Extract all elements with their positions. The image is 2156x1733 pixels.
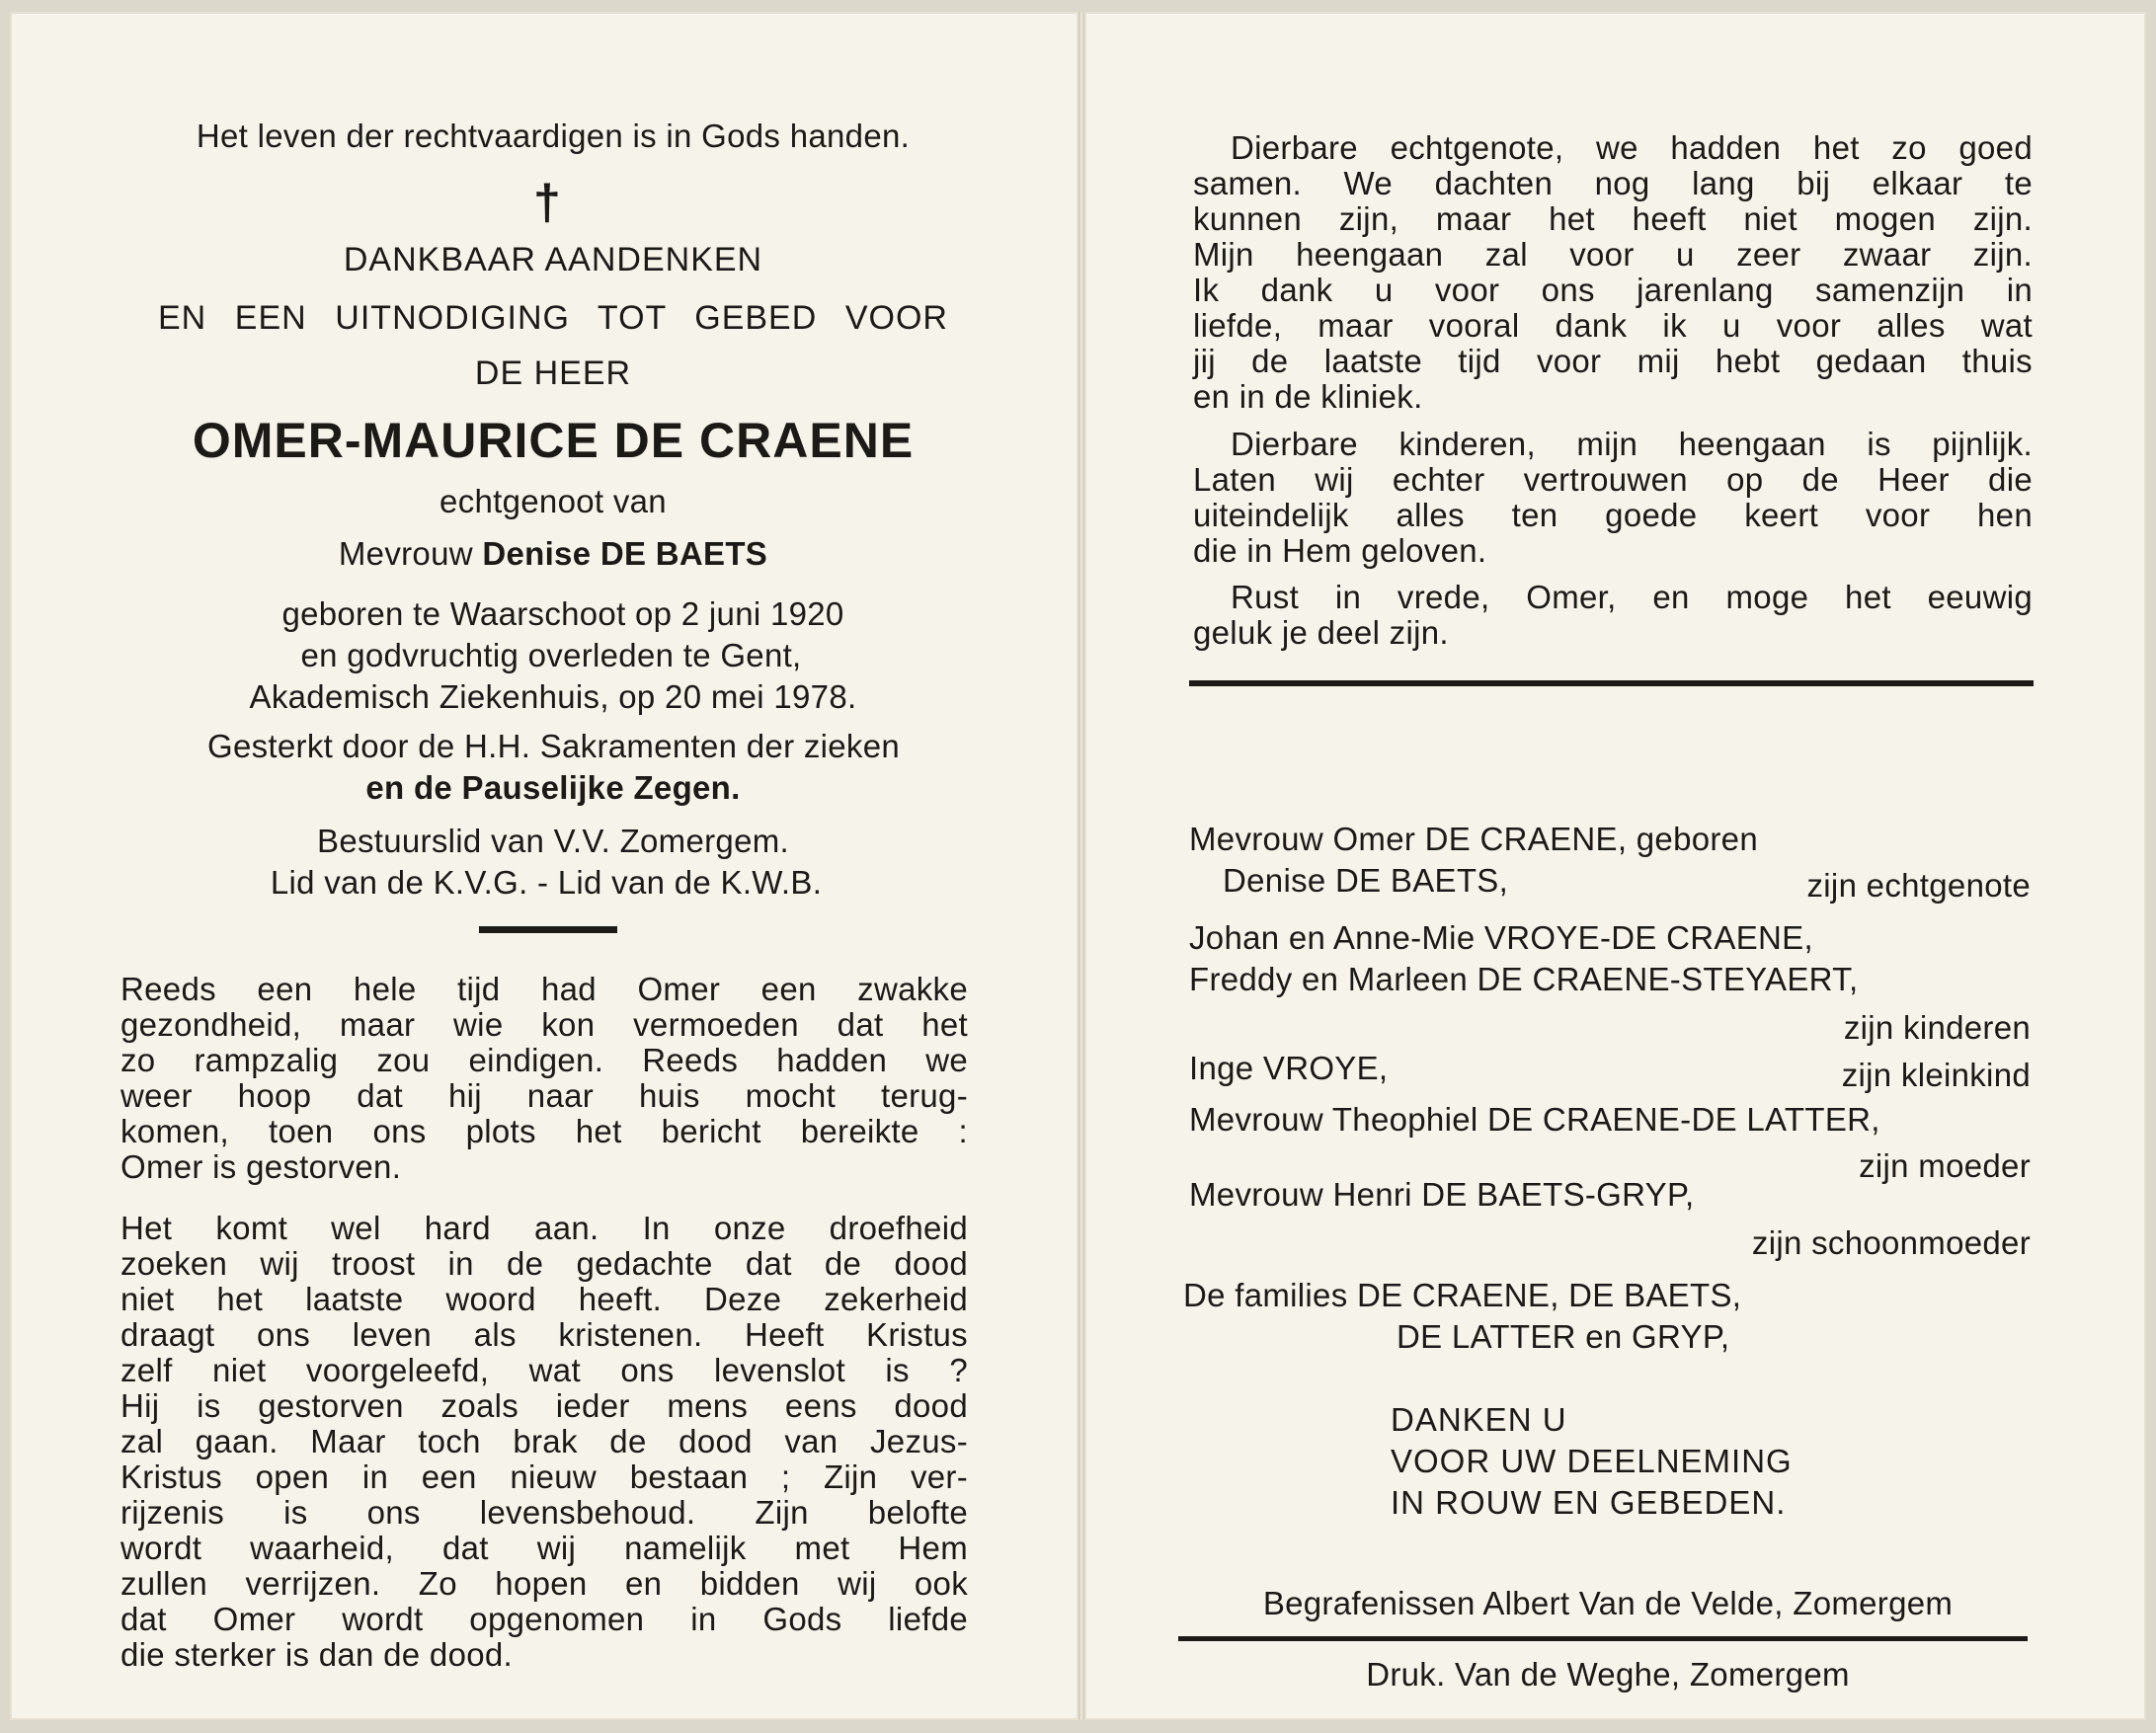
right-page bbox=[1084, 12, 2146, 1720]
heading-invitation: EN EEN UITNODIGING TOT GEBED VOOR bbox=[158, 299, 948, 337]
paragraph-children bbox=[1193, 427, 2033, 569]
text-line: en in de kliniek. bbox=[1193, 378, 1423, 415]
printer-credit: Druk. Van de Weghe, Zomergem bbox=[1366, 1656, 1850, 1693]
divider bbox=[479, 926, 617, 933]
text-line: geluk je deel zijn. bbox=[1193, 614, 1449, 651]
text-line: zal gaan. Maar toch brak de dood van Jezus- bbox=[120, 1423, 968, 1459]
sacraments: Gesterkt door de H.H. Sakramenten der zieken bbox=[206, 728, 901, 764]
birth-info: geboren te Waarschoot op 2 juni 1920 bbox=[281, 595, 844, 632]
text-line: jij de laatste tijd voor mij hebt gedaan thuis bbox=[1193, 343, 2033, 379]
deceased-name: OMER-MAURICE DE CRAENE bbox=[192, 413, 915, 468]
membership-2: Lid van de K.V.G. - Lid van de K.W.B. bbox=[270, 864, 823, 901]
text-line: zelf niet voorgeleefd, wat ons levenslot is ? bbox=[120, 1352, 968, 1388]
papal-blessing: en de Pauselijke Zegen. bbox=[365, 769, 741, 806]
widow-relation: zijn echtgenote bbox=[1806, 867, 2031, 904]
text-line: samen. We dachten nog lang bij elkaar te bbox=[1193, 165, 2033, 201]
death-place: Akademisch Ziekenhuis, op 20 mei 1978. bbox=[249, 678, 857, 715]
children-relation: zijn kinderen bbox=[1843, 1009, 2031, 1046]
cross-icon: † bbox=[533, 175, 561, 230]
divider bbox=[1178, 1636, 2028, 1641]
spouse-prefix: Mevrouw bbox=[338, 535, 473, 572]
grandchild-relation: zijn kleinkind bbox=[1841, 1057, 2031, 1093]
text-line: Dierbare echtgenote, we hadden het zo goed bbox=[1231, 129, 2033, 166]
text-line: niet het laatste woord heeft. Deze zekerheid bbox=[120, 1281, 968, 1317]
text-line: Reeds een hele tijd had Omer een zwakke bbox=[120, 971, 968, 1007]
heading-title: DE HEER bbox=[474, 354, 632, 392]
mother-in-law-name: Mevrouw Henri DE BAETS-GRYP, bbox=[1189, 1176, 1695, 1213]
mother-in-law-relation: zijn schoonmoeder bbox=[1751, 1224, 2031, 1261]
thanks-line: IN ROUW EN GEBEDEN. bbox=[1391, 1484, 1787, 1521]
text-line: Mijn heengaan zal voor u zeer zwaar zijn. bbox=[1193, 236, 2033, 273]
spouse-name: Denise DE BAETS bbox=[482, 535, 768, 572]
text-line: uiteindelijk alles ten goede keert voor hen bbox=[1193, 497, 2033, 533]
text-line: gezondheid, maar wie kon vermoeden dat het bbox=[120, 1006, 968, 1043]
motto: Het leven der rechtvaardigen is in Gods handen. bbox=[196, 118, 911, 154]
text-line: kunnen zijn, maar het heeft niet mogen zijn. bbox=[1193, 200, 2033, 237]
paragraph-wife bbox=[1193, 130, 2033, 415]
membership-1: Bestuurslid van V.V. Zomergem. bbox=[317, 823, 789, 859]
heading-remembrance: DANKBAAR AANDENKEN bbox=[343, 241, 763, 278]
mother-name: Mevrouw Theophiel DE CRAENE-DE LATTER, bbox=[1189, 1101, 1880, 1138]
text-line: Laten wij echter vertrouwen op de Heer die bbox=[1193, 461, 2033, 498]
children-line-2: Freddy en Marleen DE CRAENE-STEYAERT, bbox=[1189, 961, 1859, 997]
widow-line-1: Mevrouw Omer DE CRAENE, geboren bbox=[1189, 821, 1758, 857]
text-line: komen, toen ons plots het bericht bereikte : bbox=[120, 1113, 968, 1149]
text-line: Rust in vrede, Omer, en moge het eeuwig bbox=[1231, 579, 2033, 615]
paragraph-rest-in-peace bbox=[1193, 580, 2033, 651]
paragraph-faith bbox=[120, 1211, 968, 1673]
text-line: Hij is gestorven zoals ieder mens eens dood bbox=[120, 1387, 968, 1424]
families-line-2: DE LATTER en GRYP, bbox=[1397, 1318, 1730, 1355]
grandchild-name: Inge VROYE, bbox=[1189, 1050, 1389, 1086]
widow-line-2: Denise DE BAETS, bbox=[1223, 862, 1509, 899]
families-line-1: De families DE CRAENE, DE BAETS, bbox=[1183, 1277, 1742, 1313]
paragraph-illness bbox=[120, 972, 968, 1185]
text-line: weer hoop dat hij naar huis mocht terug- bbox=[120, 1077, 968, 1114]
left-page bbox=[10, 12, 1078, 1720]
thanks-line: DANKEN U bbox=[1391, 1401, 1567, 1438]
text-line: draagt ons leven als kristenen. Heeft Kristus bbox=[120, 1316, 968, 1353]
mother-relation: zijn moeder bbox=[1859, 1147, 2031, 1184]
text-line: Omer is gestorven. bbox=[120, 1148, 402, 1185]
text-line: Het komt wel hard aan. In onze droefheid bbox=[120, 1210, 968, 1246]
text-line: dat Omer wordt opgenomen in Gods liefde bbox=[120, 1601, 968, 1637]
text-line: liefde, maar vooral dank ik u voor alles wat bbox=[1193, 307, 2033, 344]
death-info: en godvruchtig overleden te Gent, bbox=[300, 637, 802, 673]
text-line: wordt waarheid, dat wij namelijk met Hem bbox=[120, 1530, 968, 1566]
spouse-label: echtgenoot van bbox=[439, 483, 667, 519]
thanks-line: VOOR UW DEELNEMING bbox=[1391, 1443, 1793, 1479]
text-line: Ik dank u voor ons jarenlang samenzijn in bbox=[1193, 272, 2033, 308]
thanks-block bbox=[1391, 1399, 1793, 1524]
children-line-1: Johan en Anne-Mie VROYE-DE CRAENE, bbox=[1189, 919, 1813, 956]
funeral-home: Begrafenissen Albert Van de Velde, Zomergem bbox=[1262, 1585, 1954, 1621]
text-line: die in Hem geloven. bbox=[1193, 532, 1487, 569]
text-line: zo rampzalig zou eindigen. Reeds hadden we bbox=[120, 1042, 968, 1078]
spouse-line bbox=[128, 536, 978, 572]
text-line: zullen verrijzen. Zo hopen en bidden wij ook bbox=[120, 1565, 968, 1602]
text-line: rijzenis is ons levensbehoud. Zijn belofte bbox=[120, 1494, 968, 1531]
divider bbox=[1189, 680, 2034, 686]
text-line: Kristus open in een nieuw bestaan ; Zijn ver- bbox=[120, 1458, 968, 1495]
text-line: zoeken wij troost in de gedachte dat de dood bbox=[120, 1245, 968, 1282]
text-line: Dierbare kinderen, mijn heengaan is pijnlijk. bbox=[1231, 426, 2033, 462]
text-line: die sterker is dan de dood. bbox=[120, 1636, 514, 1673]
